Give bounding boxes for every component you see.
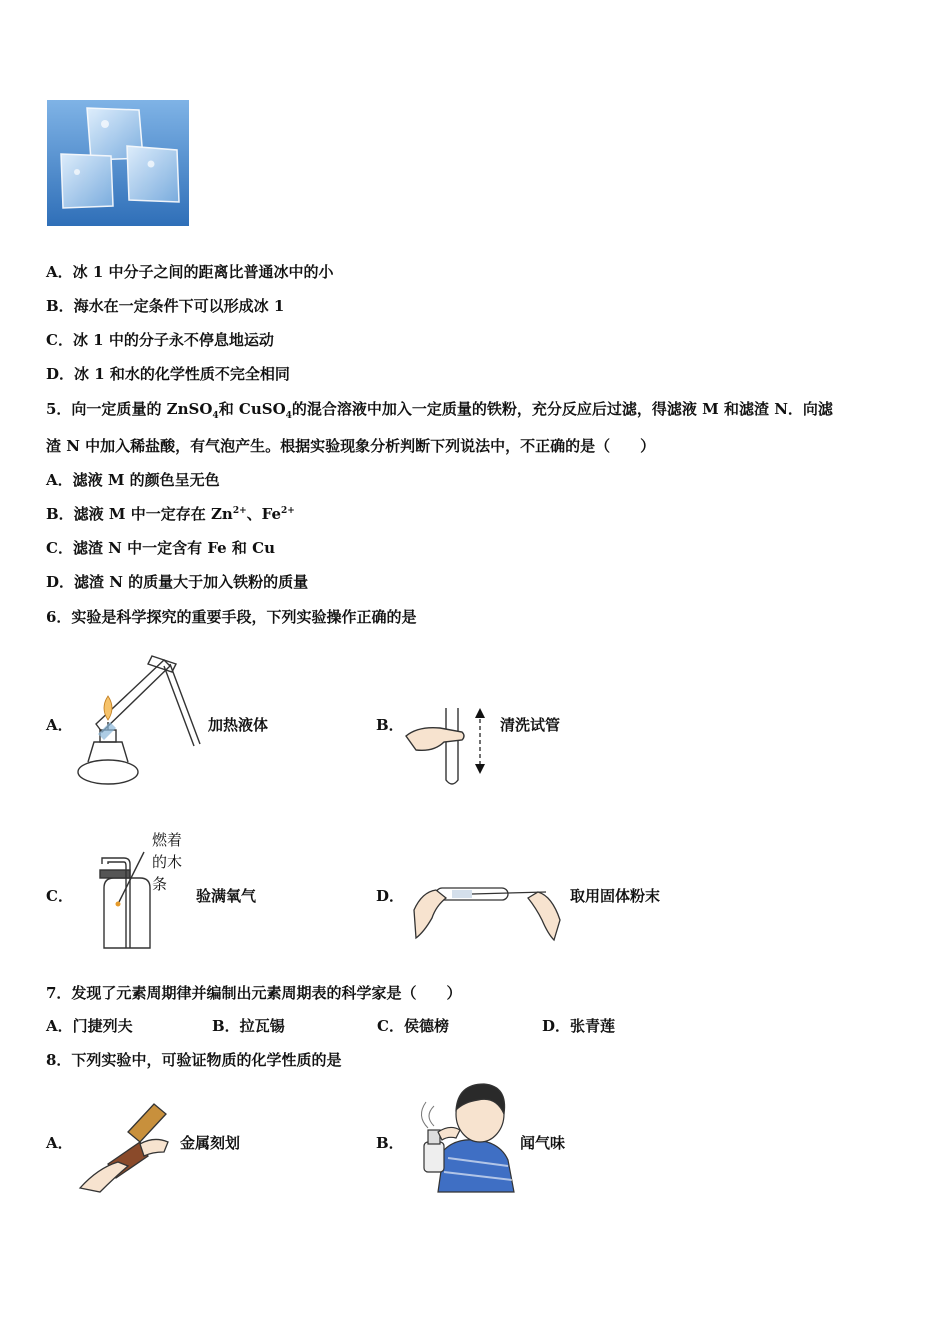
- q6-stem: 6．实验是科学探究的重要手段，下列实验操作正确的是: [46, 608, 417, 626]
- q4-option-c: C．冰 1 中的分子永不停息地运动: [46, 331, 274, 349]
- q4-option-b: B．海水在一定条件下可以形成冰 1: [46, 297, 285, 315]
- q7-stem: 7．发现了元素周期律并编制出元素周期表的科学家是（ ）: [46, 984, 462, 1002]
- metal-scratch-illustration: [78, 1102, 182, 1194]
- q5-sub2: 4: [285, 411, 292, 421]
- q5-stem-line2: 渣 N 中加入稀盐酸，有气泡产生。根据实验现象分析判断下列说法中，不正确的是（ ）: [46, 437, 656, 455]
- q6-option-c-note-line1: 燃着: [152, 831, 183, 849]
- q4-option-d: D．冰 1 和水的化学性质不完全相同: [46, 365, 290, 383]
- q7-option-b: B．拉瓦锡: [212, 1017, 285, 1035]
- q6-option-c-note-line2: 的木: [152, 853, 183, 871]
- smell-gas-illustration: [404, 1080, 518, 1194]
- q7-option-a: A．门捷列夫: [46, 1017, 133, 1035]
- q6-option-b-letter: B．: [376, 716, 404, 734]
- q5-stem-part1: 5．向一定质量的 ZnSO: [46, 400, 213, 418]
- q8-stem: 8．下列实验中，可验证物质的化学性质的是: [46, 1051, 342, 1069]
- q6-option-b-label: 清洗试管: [500, 716, 561, 734]
- q8-option-a-label: 金属刻划: [180, 1134, 241, 1152]
- q5-option-b-mid: 、Fe: [246, 505, 281, 523]
- q6-option-c-letter: C．: [46, 887, 73, 905]
- q7-option-c: C．侯德榜: [377, 1017, 449, 1035]
- solid-powder-illustration: [412, 872, 562, 946]
- q5-option-a: A．滤液 M 的颜色呈无色: [46, 471, 220, 489]
- q6-option-c-label: 验满氧气: [196, 887, 257, 905]
- q5-option-b-sup1: 2+: [232, 506, 247, 516]
- q6-option-c-note-line3: 条: [152, 875, 168, 893]
- q5-sub1: 4: [212, 411, 219, 421]
- q6-option-d-letter: D．: [376, 887, 405, 905]
- q7-option-d: D．张青莲: [542, 1017, 616, 1035]
- q5-option-c: C．滤渣 N 中一定含有 Fe 和 Cu: [46, 539, 275, 557]
- oxygen-test-illustration: [94, 848, 158, 952]
- ice-cubes-image: [47, 100, 189, 226]
- q8-option-a-letter: A．: [46, 1134, 73, 1152]
- q5-option-d: D．滤渣 N 的质量大于加入铁粉的质量: [46, 573, 309, 591]
- heating-liquid-illustration: [72, 650, 204, 786]
- q6-option-d-label: 取用固体粉末: [570, 887, 661, 905]
- q5-option-b-sup2: 2+: [281, 506, 295, 516]
- q5-stem-part2: 和 CuSO: [218, 400, 286, 418]
- q8-option-b-letter: B．: [376, 1134, 404, 1152]
- q6-option-a-letter: A．: [46, 716, 73, 734]
- q4-option-a: A．冰 1 中分子之间的距离比普通冰中的小: [46, 263, 334, 281]
- washing-test-tube-illustration: [404, 706, 494, 790]
- q5-option-b-prefix: B．滤液 M 中一定存在 Zn: [46, 505, 233, 523]
- q5-stem-line1: [46, 398, 833, 421]
- q6-option-a-label: 加热液体: [208, 716, 269, 734]
- q5-option-b: [46, 503, 295, 524]
- q5-stem-part3: 的混合溶液中加入一定质量的铁粉，充分反应后过滤，得滤液 M 和滤渣 N．向滤: [291, 400, 833, 418]
- q8-option-b-label: 闻气味: [520, 1134, 566, 1152]
